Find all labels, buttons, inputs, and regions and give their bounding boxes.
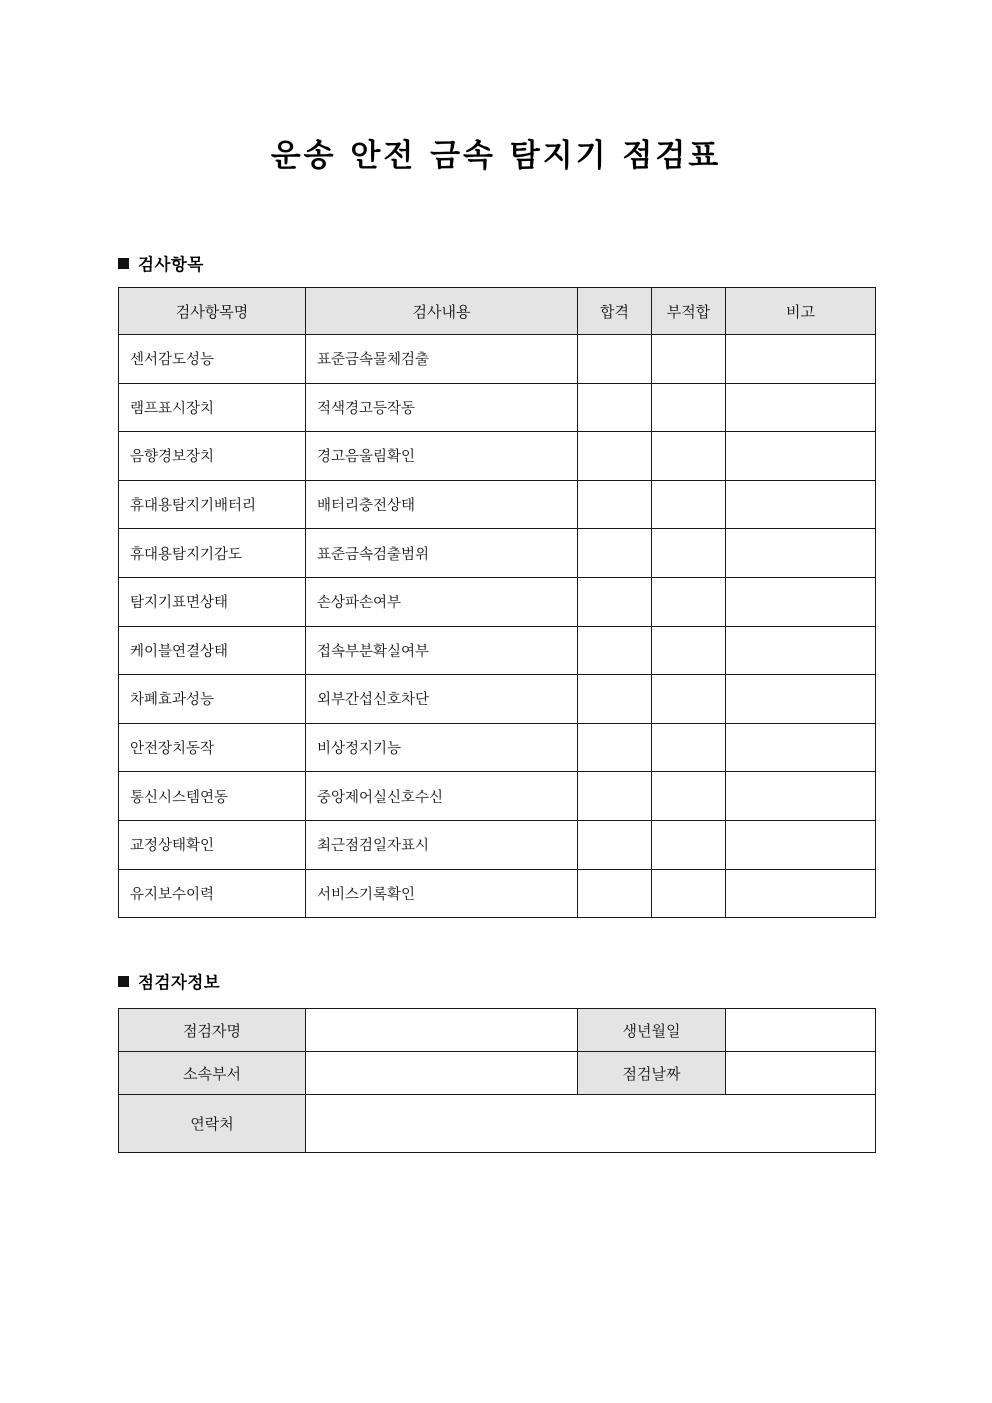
cell-item-name: 휴대용탐지기감도 — [119, 529, 306, 578]
cell-item-content: 표준금속검출범위 — [306, 529, 578, 578]
cell-pass-check[interactable] — [578, 432, 652, 481]
field-contact[interactable] — [306, 1095, 876, 1153]
cell-fail-check[interactable] — [652, 432, 726, 481]
section-heading-inspection-items — [118, 251, 204, 275]
cell-pass-check[interactable] — [578, 335, 652, 384]
table-row — [119, 432, 876, 481]
cell-fail-check[interactable] — [652, 723, 726, 772]
label-department: 소속부서 — [119, 1052, 306, 1095]
cell-item-content: 최근점검일자표시 — [306, 820, 578, 869]
inspector-info-table — [118, 1008, 876, 1153]
table-row — [119, 335, 876, 384]
table-row — [119, 820, 876, 869]
cell-item-name: 유지보수이력 — [119, 869, 306, 918]
cell-fail-check[interactable] — [652, 383, 726, 432]
cell-remark[interactable] — [726, 675, 876, 724]
table-row — [119, 1095, 876, 1153]
cell-item-content: 서비스기록확인 — [306, 869, 578, 918]
field-inspection-date[interactable] — [726, 1052, 876, 1095]
column-header-item-content: 검사내용 — [306, 288, 578, 335]
cell-item-content: 비상정지기능 — [306, 723, 578, 772]
label-birth-date: 생년월일 — [578, 1009, 726, 1052]
cell-pass-check[interactable] — [578, 723, 652, 772]
cell-item-content: 손상파손여부 — [306, 577, 578, 626]
cell-remark[interactable] — [726, 869, 876, 918]
cell-item-content: 외부간섭신호차단 — [306, 675, 578, 724]
cell-remark[interactable] — [726, 480, 876, 529]
cell-fail-check[interactable] — [652, 772, 726, 821]
table-row — [119, 577, 876, 626]
cell-remark[interactable] — [726, 577, 876, 626]
cell-item-content: 경고음울림확인 — [306, 432, 578, 481]
cell-fail-check[interactable] — [652, 577, 726, 626]
cell-item-name: 안전장치동작 — [119, 723, 306, 772]
cell-pass-check[interactable] — [578, 869, 652, 918]
cell-fail-check[interactable] — [652, 675, 726, 724]
table-row — [119, 1052, 876, 1095]
inspection-items-table — [118, 287, 876, 918]
cell-remark[interactable] — [726, 529, 876, 578]
cell-pass-check[interactable] — [578, 772, 652, 821]
cell-item-name: 케이블연결상태 — [119, 626, 306, 675]
page-title: 운송 안전 금속 탐지기 점검표 — [270, 138, 722, 174]
table-row — [119, 869, 876, 918]
table-row — [119, 723, 876, 772]
table-row — [119, 675, 876, 724]
cell-item-content: 적색경고등작동 — [306, 383, 578, 432]
table-row — [119, 626, 876, 675]
cell-item-name: 통신시스템연동 — [119, 772, 306, 821]
cell-pass-check[interactable] — [578, 626, 652, 675]
table-row — [119, 1009, 876, 1052]
cell-remark[interactable] — [726, 772, 876, 821]
cell-pass-check[interactable] — [578, 675, 652, 724]
cell-remark[interactable] — [726, 432, 876, 481]
cell-pass-check[interactable] — [578, 529, 652, 578]
table-row — [119, 529, 876, 578]
label-contact: 연락처 — [119, 1095, 306, 1153]
column-header-item-name: 검사항목명 — [119, 288, 306, 335]
cell-fail-check[interactable] — [652, 480, 726, 529]
cell-item-content: 배터리충전상태 — [306, 480, 578, 529]
cell-item-content: 중앙제어실신호수신 — [306, 772, 578, 821]
square-bullet-icon — [118, 258, 129, 269]
cell-fail-check[interactable] — [652, 869, 726, 918]
column-header-fail: 부적합 — [652, 288, 726, 335]
field-birth-date[interactable] — [726, 1009, 876, 1052]
cell-item-content: 접속부분확실여부 — [306, 626, 578, 675]
cell-fail-check[interactable] — [652, 529, 726, 578]
cell-pass-check[interactable] — [578, 480, 652, 529]
label-inspection-date: 점검날짜 — [578, 1052, 726, 1095]
column-header-pass: 합격 — [578, 288, 652, 335]
cell-pass-check[interactable] — [578, 383, 652, 432]
cell-fail-check[interactable] — [652, 335, 726, 384]
column-header-remark: 비고 — [726, 288, 876, 335]
square-bullet-icon — [118, 976, 129, 987]
field-inspector-name[interactable] — [306, 1009, 578, 1052]
cell-item-name: 음향경보장치 — [119, 432, 306, 481]
cell-remark[interactable] — [726, 820, 876, 869]
table-row — [119, 480, 876, 529]
cell-remark[interactable] — [726, 723, 876, 772]
cell-remark[interactable] — [726, 335, 876, 384]
cell-item-content: 표준금속물체검출 — [306, 335, 578, 384]
table-row — [119, 383, 876, 432]
cell-pass-check[interactable] — [578, 577, 652, 626]
cell-fail-check[interactable] — [652, 820, 726, 869]
cell-pass-check[interactable] — [578, 820, 652, 869]
cell-item-name: 램프표시장치 — [119, 383, 306, 432]
cell-item-name: 탐지기표면상태 — [119, 577, 306, 626]
section-heading-inspector-info — [118, 969, 220, 993]
cell-item-name: 차폐효과성능 — [119, 675, 306, 724]
section-heading-inspection-items-label: 검사항목 — [138, 255, 204, 274]
section-heading-inspector-info-label: 점검자정보 — [138, 973, 221, 992]
table-header-row — [119, 288, 876, 335]
table-row — [119, 772, 876, 821]
cell-remark[interactable] — [726, 626, 876, 675]
cell-fail-check[interactable] — [652, 626, 726, 675]
cell-item-name: 교정상태확인 — [119, 820, 306, 869]
field-department[interactable] — [306, 1052, 578, 1095]
cell-item-name: 센서감도성능 — [119, 335, 306, 384]
cell-remark[interactable] — [726, 383, 876, 432]
label-inspector-name: 점검자명 — [119, 1009, 306, 1052]
cell-item-name: 휴대용탐지기배터리 — [119, 480, 306, 529]
